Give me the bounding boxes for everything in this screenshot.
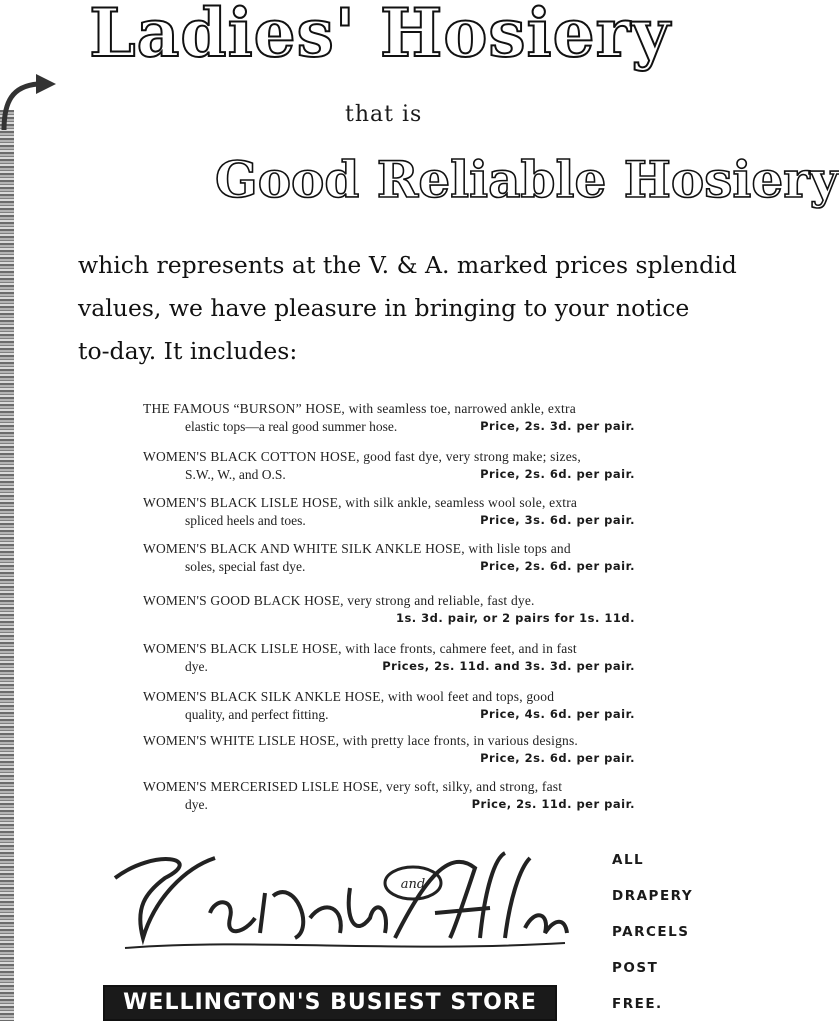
page-edge-border (0, 110, 14, 1021)
svg-text:and: and (400, 877, 426, 892)
veitch-and-allan-logo (95, 838, 575, 958)
intro-line-1: which represents at the V. & A. marked prices splendid (78, 251, 737, 279)
item-description: WOMEN'S BLACK AND WHITE SILK ANKLE HOSE, with lisle tops and (143, 541, 571, 556)
item-description: WOMEN'S WHITE LISLE HOSE, with pretty lace fronts, in various designs. (143, 733, 578, 748)
item-description: WOMEN'S MERCERISED LISLE HOSE, very soft, silky, and strong, fast (143, 779, 563, 794)
item-price: Price, 3s. 6d. per pair. (480, 513, 635, 527)
list-item (143, 590, 643, 625)
item-description: WOMEN'S GOOD BLACK HOSE, very strong and reliable, fast dye. (143, 593, 535, 608)
list-item (143, 730, 643, 765)
list-item (143, 538, 643, 574)
notice-line: PARCELS (612, 924, 690, 940)
item-description-continued: elastic tops—a real good summer hose. (185, 419, 398, 434)
item-description: WOMEN'S BLACK COTTON HOSE, good fast dye, very strong make; sizes, (143, 449, 581, 464)
notice-line: DRAPERY (612, 888, 694, 904)
item-price: Price, 2s. 3d. per pair. (480, 419, 635, 433)
item-price: Price, 2s. 6d. per pair. (480, 467, 635, 481)
list-item (143, 776, 643, 812)
item-description: WOMEN'S BLACK LISLE HOSE, with lace fronts, cahmere feet, and in fast (143, 641, 577, 656)
item-price: Price, 2s. 6d. per pair. (480, 751, 635, 765)
notice-line: FREE. (612, 996, 663, 1012)
item-price: Price, 2s. 6d. per pair. (480, 559, 635, 573)
item-price: Price, 2s. 11d. per pair. (471, 797, 635, 811)
wellingtons-busiest-store-badge: WELLINGTON'S BUSIEST STORE (103, 985, 557, 1021)
notice-line: ALL (612, 852, 645, 868)
headline-title: Ladies' Hosiery (89, 0, 671, 72)
item-price: Price, 4s. 6d. per pair. (480, 707, 635, 721)
item-description-continued: spliced heels and toes. (185, 513, 306, 528)
item-description-continued: quality, and perfect fitting. (185, 707, 329, 722)
intro-line-3: to-day. It includes: (78, 337, 298, 365)
item-description-continued: dye. (185, 659, 208, 674)
item-price: 1s. 3d. pair, or 2 pairs for 1s. 11d. (395, 611, 635, 625)
list-item (143, 446, 643, 482)
item-description: THE FAMOUS “BURSON” HOSE, with seamless toe, narrowed ankle, extra (143, 401, 576, 416)
item-description-continued: soles, special fast dye. (185, 559, 306, 574)
list-item (143, 638, 643, 674)
item-description-continued: S.W., W., and O.S. (185, 467, 286, 482)
list-item (143, 398, 643, 434)
subheadline-good-reliable: Good Reliable Hosiery (215, 150, 839, 209)
item-description: WOMEN'S BLACK SILK ANKLE HOSE, with wool feet and tops, good (143, 689, 555, 704)
intro-paragraph (78, 244, 737, 373)
intro-line-2: values, we have pleasure in bringing to your notice (78, 294, 690, 322)
subhead-that-is: that is (345, 102, 423, 127)
list-item (143, 686, 643, 722)
list-item (143, 492, 643, 528)
item-description-continued: dye. (185, 797, 208, 812)
item-description: WOMEN'S BLACK LISLE HOSE, with silk ankle, seamless wool sole, extra (143, 495, 578, 510)
notice-line: POST (612, 960, 659, 976)
parcels-post-free-notice (612, 842, 700, 1022)
item-price: Prices, 2s. 11d. and 3s. 3d. per pair. (382, 659, 635, 673)
curved-arrow-icon (0, 72, 60, 132)
